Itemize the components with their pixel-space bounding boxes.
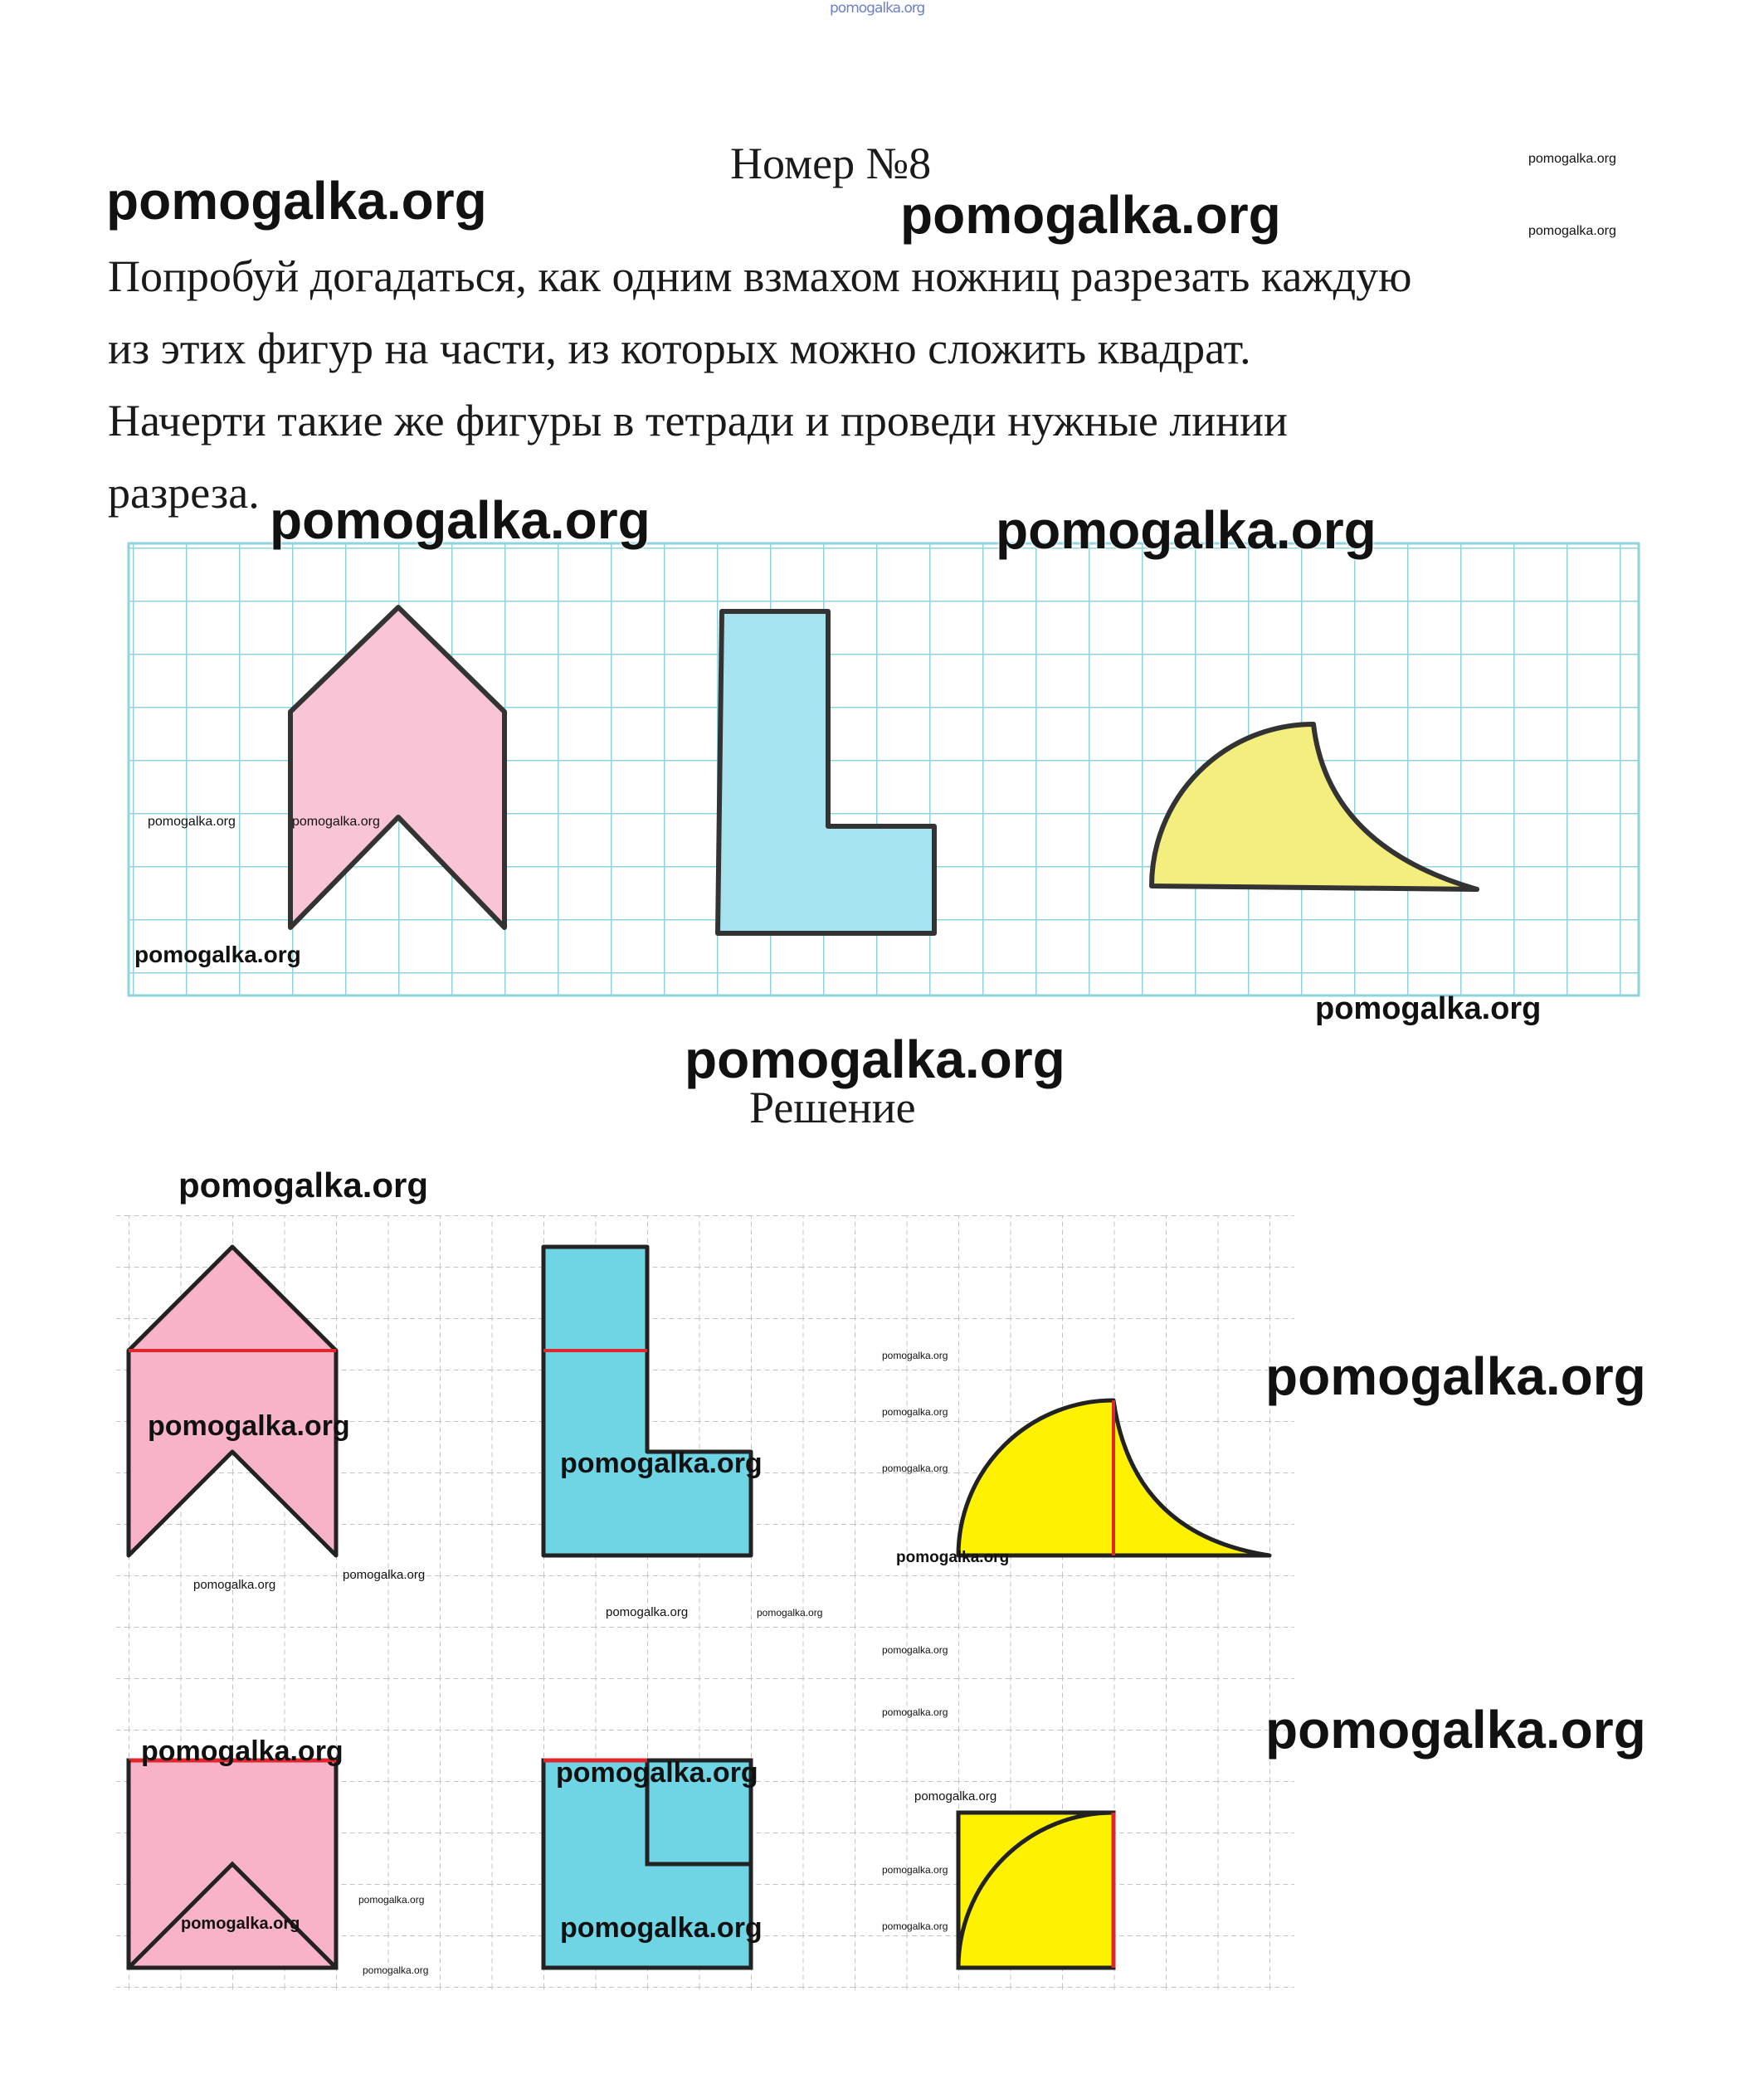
watermark: pomogalka.org (141, 1735, 344, 1767)
watermark: pomogalka.org (685, 1030, 1065, 1089)
watermark: pomogalka.org (148, 1410, 350, 1442)
watermark: pomogalka.org (148, 815, 236, 829)
task-line: разреза. (108, 468, 260, 518)
watermark: pomogalka.org (1265, 1700, 1646, 1760)
site-link[interactable]: pomogalka.org (830, 0, 925, 17)
watermark: pomogalka.org (896, 1549, 1010, 1566)
page-title: Номер №8 (730, 139, 932, 188)
task-line: Начерти такие же фигуры в тетради и проведи нужные линии (108, 396, 1288, 445)
solution-title: Решение (749, 1083, 916, 1132)
watermark: pomogalka.org (882, 1864, 948, 1876)
watermark: pomogalka.org (556, 1757, 758, 1789)
watermark: pomogalka.org (134, 942, 301, 967)
watermark: pomogalka.org (270, 490, 651, 550)
watermark: pomogalka.org (882, 1706, 948, 1718)
task-line: Попробуй догадаться, как одним взмахом ножниц разрезать каждую (108, 251, 1412, 301)
watermark: pomogalka.org (193, 1578, 276, 1592)
solution-arc-square (958, 1813, 1113, 1968)
watermark: pomogalka.org (178, 1166, 429, 1205)
watermark: pomogalka.org (914, 1789, 997, 1804)
task-line: из этих фигур на части, из которых можно сложить квадрат. (108, 324, 1251, 373)
watermark: pomogalka.org (882, 1920, 948, 1932)
watermark: pomogalka.org (900, 185, 1281, 245)
watermark: pomogalka.org (1528, 224, 1616, 238)
watermark: pomogalka.org (363, 1964, 429, 1976)
watermark: pomogalka.org (606, 1605, 689, 1619)
watermark: pomogalka.org (343, 1568, 426, 1582)
watermark: pomogalka.org (1265, 1346, 1646, 1406)
watermark: pomogalka.org (560, 1448, 763, 1479)
watermark: pomogalka.org (292, 815, 380, 829)
watermark: pomogalka.org (358, 1894, 425, 1906)
watermark: pomogalka.org (882, 1463, 948, 1474)
watermark: pomogalka.org (1528, 152, 1616, 166)
watermark: pomogalka.org (882, 1644, 948, 1656)
watermark: pomogalka.org (560, 1912, 763, 1944)
watermark: pomogalka.org (882, 1406, 948, 1418)
watermark: pomogalka.org (996, 500, 1377, 560)
watermark: pomogalka.org (1315, 991, 1542, 1026)
watermark: pomogalka.org (106, 171, 487, 231)
watermark: pomogalka.org (181, 1915, 300, 1933)
watermark: pomogalka.org (757, 1607, 823, 1619)
watermark: pomogalka.org (882, 1350, 948, 1361)
